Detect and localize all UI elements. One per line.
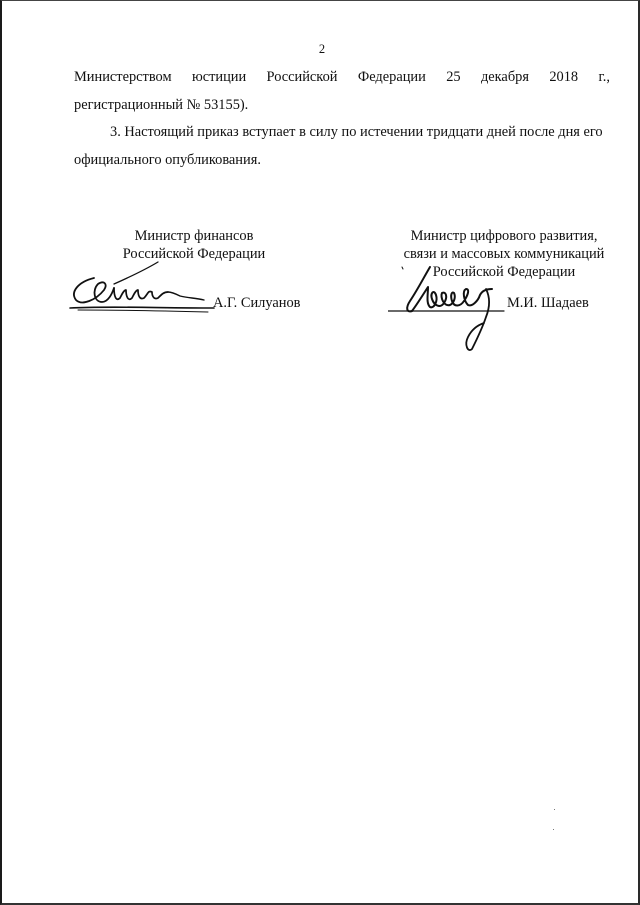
word: юстиции (191, 69, 247, 85)
signatory-title-line: Российской Федерации (432, 264, 576, 280)
page-number: 2 (318, 42, 326, 56)
signatory-title-line: Российской Федерации (122, 246, 266, 262)
word: 2018 (549, 69, 579, 85)
handwritten-signature-siluanov (68, 258, 218, 320)
paragraph-registration (74, 63, 610, 119)
paragraph-registration-line1 (74, 63, 610, 91)
paragraph-registration-line2: регистрационный № 53155). (74, 97, 249, 113)
word: декабря (480, 69, 529, 85)
scan-speck (553, 829, 554, 830)
word: 25 (446, 69, 461, 85)
signatory-title-line: Министр финансов (134, 228, 254, 244)
word: Российской (266, 69, 338, 85)
signatory-title-line: Министр цифрового развития, (410, 228, 598, 244)
signatory-title-line: связи и массовых коммуникаций (403, 246, 605, 262)
scan-speck (554, 809, 555, 810)
signatory-name-siluanov: А.Г. Силуанов (213, 295, 301, 311)
signatory-name-shadaev: М.И. Шадаев (507, 295, 589, 311)
word: Федерации (357, 69, 426, 85)
word: Министерством (74, 69, 172, 85)
paragraph-effective-date: 3. Настоящий приказ вступает в силу по истечении тридцати дней после дня его официального опубликования. (74, 124, 603, 168)
word: г., (598, 69, 610, 85)
handwritten-signature-shadaev (388, 263, 508, 353)
